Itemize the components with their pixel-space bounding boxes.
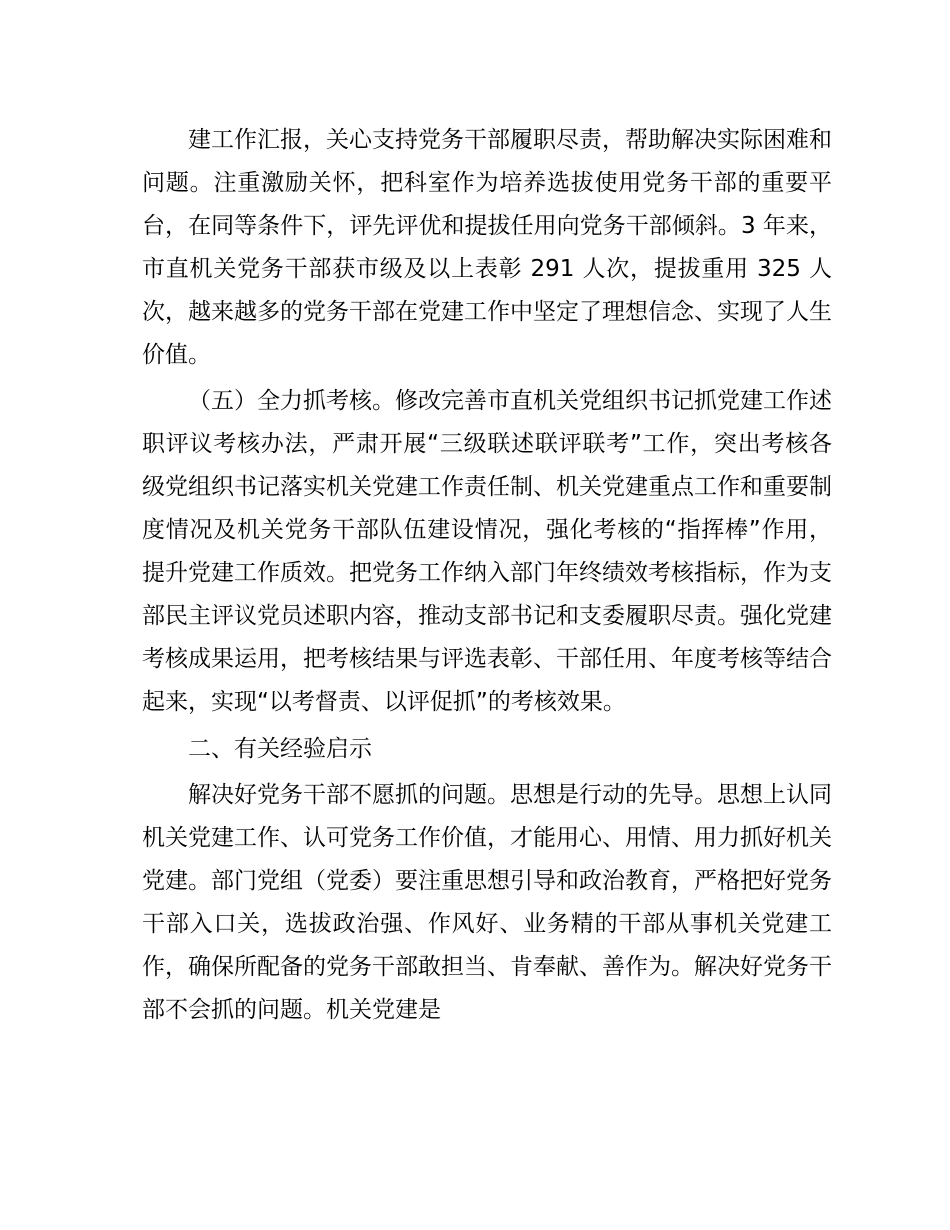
paragraph-assessment: （五）全力抓考核。修改完善市直机关党组织书记抓党建工作述职评议考核办法，严肃开展“三级联述联评联考”工作，突出考核各级党组织书记落实机关党建工作责任制、机关党建重点工作和重要制度情况及机关党务干部队伍建设情况，强化考核的“指挥棒”作用，提升党建工作质效。把党务工作纳入部门年终绩效考核指标，作为支部民主评议党员述职内容，推动支部书记和支委履职尽责。强化党建考核成果运用，把考核结果与评选表彰、干部任用、年度考核等结合起来，实现“以考督责、以评促抓”的考核效果。 [142, 388, 832, 715]
document-body [142, 119, 832, 1032]
paragraph-cadre-support: 建工作汇报，关心支持党务干部履职尽责，帮助解决实际困难和问题。注重激励关怀，把科室作为培养选拔使用党务干部的重要平台，在同等条件下，评先评优和提拔任用向党务干部倾斜。3 年来，市直机关党务干部获市级及以上表彰 291 人次，提拔重用 325 人次，越来越多的党务干部在党建工作中坚定了理想信念、实现了人生价值。 [142, 127, 832, 368]
paragraph-experience-body: 解决好党务干部不愿抓的问题。思想是行动的先导。思想上认同机关党建工作、认可党务工作价值，才能用心、用情、用力抓好机关党建。部门党组（党委）要注重思想引导和政治教育，严格把好党务干部入口关，选拔政治强、作风好、业务精的干部从事机关党建工作，确保所配备的党务干部敢担当、肯奉献、善作为。解决好党务干部不会抓的问题。机关党建是 [142, 782, 832, 1023]
section-heading-experience: 二、有关经验启示 [188, 736, 372, 762]
